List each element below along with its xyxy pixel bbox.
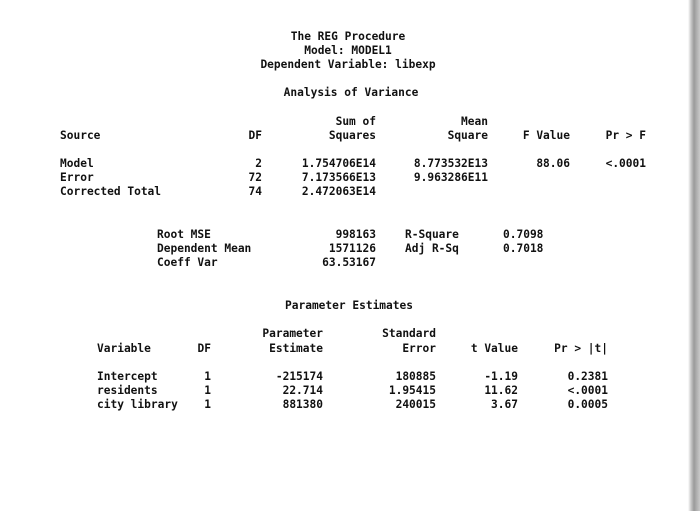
params-row-se: 180885 [395,370,436,383]
params-row-df: 1 [204,370,211,383]
params-row-p: <.0001 [567,384,608,397]
params-header-df: DF [197,342,211,355]
fit-value: 63.53167 [322,256,376,269]
params-header-p: Pr > |t| [554,342,608,355]
anova-row-ms: 9.963286E11 [413,171,488,184]
params-header-estimate-bottom: Estimate [269,342,323,355]
params-header-t: t Value [470,342,518,355]
anova-header-df: DF [248,129,262,142]
window-edge [688,0,700,511]
anova-row-df: 74 [248,185,262,198]
anova-row-ms: 8.773532E13 [413,157,488,170]
anova-row-source: Error [60,171,94,184]
params-row-t: 11.62 [484,384,518,397]
anova-header-ss-top: Sum of [335,115,376,128]
params-row-estimate: 881380 [282,398,323,411]
fit-label: R-Square [405,228,459,241]
anova-title: Analysis of Variance [283,86,419,99]
dependent-variable-label: Dependent Variable: libexp [260,58,436,71]
anova-row-f: 88.06 [536,157,570,170]
anova-row-ss: 2.472063E14 [301,185,376,198]
params-row-variable: Intercept [97,370,158,383]
fit-label: Root MSE [157,228,211,241]
params-row-estimate: -215174 [275,370,323,383]
params-row-df: 1 [204,398,211,411]
fit-value: 998163 [335,228,376,241]
params-row-se: 1.95415 [388,384,436,397]
params-row-df: 1 [204,384,211,397]
params-row-t: 3.67 [491,398,518,411]
fit-value: 1571126 [328,242,376,255]
fit-label: Coeff Var [157,256,218,269]
anova-row-ss: 7.173566E13 [301,171,376,184]
anova-header-ms-top: Mean [461,115,488,128]
anova-row-source: Model [60,157,94,170]
anova-header-source: Source [60,129,101,142]
anova-header-f: F Value [522,129,570,142]
params-header-variable: Variable [97,342,151,355]
params-row-variable: city library [97,398,178,411]
anova-row-source: Corrected Total [60,185,162,198]
params-row-t: -1.19 [484,370,518,383]
params-header-se-top: Standard [382,327,436,340]
params-header-se-bottom: Error [402,342,436,355]
anova-header-p: Pr > F [605,129,646,142]
fit-value: 0.7018 [503,242,544,255]
procedure-title: The REG Procedure [290,30,406,43]
anova-row-ss: 1.754706E14 [301,157,376,170]
params-row-variable: residents [97,384,158,397]
params-row-p: 0.2381 [567,370,608,383]
anova-header-ms-bottom: Square [447,129,488,142]
fit-label: Dependent Mean [157,242,252,255]
anova-header-ss-bottom: Squares [328,129,376,142]
anova-row-p: <.0001 [605,157,646,170]
params-row-p: 0.0005 [567,398,608,411]
anova-row-df: 2 [255,157,262,170]
params-row-estimate: 22.714 [282,384,323,397]
fit-value: 0.7098 [503,228,544,241]
model-label: Model: MODEL1 [304,44,392,57]
params-row-se: 240015 [395,398,436,411]
params-title: Parameter Estimates [285,299,413,312]
anova-row-df: 72 [248,171,262,184]
params-header-estimate-top: Parameter [262,327,323,340]
fit-label: Adj R-Sq [405,242,459,255]
